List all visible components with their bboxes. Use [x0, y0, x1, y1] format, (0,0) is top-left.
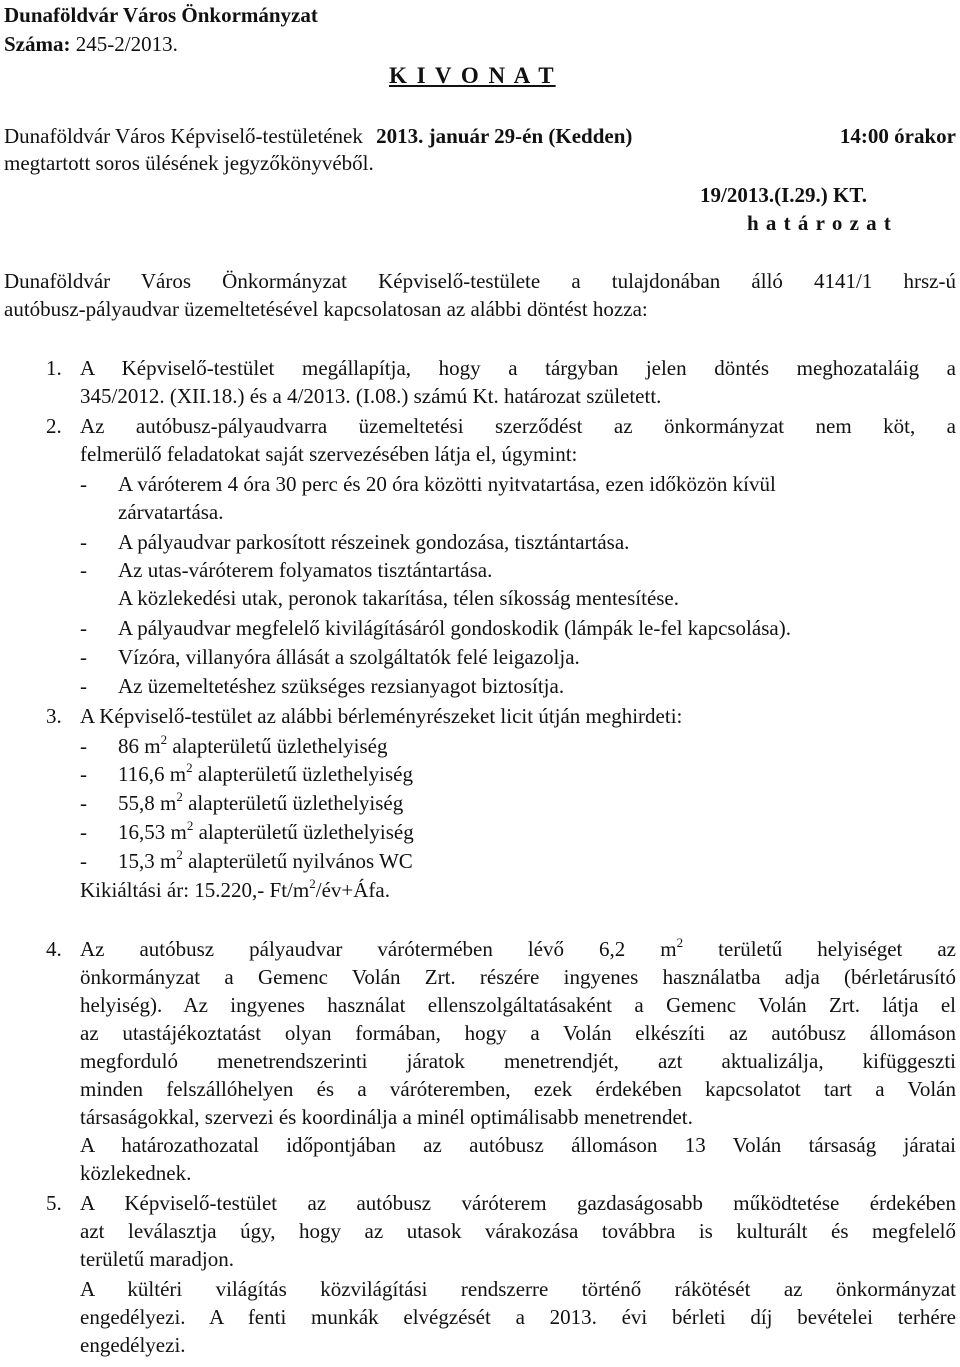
item-5-line-2: azt leválasztja úgy, hogy az utasok várakozása továbbra is kulturált és megfelelő [80, 1219, 956, 1243]
unit-description: alapterületű üzlethelyiség [182, 791, 404, 815]
resolution-number: 19/2013.(I.29.) KT. [700, 183, 868, 207]
intro-line-1 [4, 124, 956, 149]
unit-exponent: 2 [176, 789, 183, 804]
item-4-line-8: A határozathozatal időpontjában az autóbusz állomáson 13 Volán társaság járatai [80, 1133, 956, 1157]
item-4-number: 4. [46, 937, 62, 961]
item-5-line-5: engedélyezi. A fenti munkák elvégzését a 2013. évi bérleti díj bevételei terhére [80, 1305, 956, 1329]
unit-exponent: 2 [186, 760, 193, 775]
bullet-dash: - [80, 472, 87, 496]
item-4-line-4: az utastájékoztatást olyan formában, hogy a Volán elkészíti az autóbusz állomáson [80, 1021, 956, 1045]
starting-price [80, 878, 390, 903]
item-2-bullet-3: Az utas-váróterem folyamatos tisztántartása. [118, 558, 493, 582]
bullet-dash: - [80, 616, 87, 640]
item-4-line-1 [80, 937, 956, 962]
bullet-dash: - [80, 791, 87, 815]
document-title: K I V O N A T [389, 63, 556, 88]
item-3-number: 3. [46, 704, 62, 728]
item-1-line-1: A Képviselő-testület megállapítja, hogy a tárgyban jelen döntés meghozataláig a [80, 356, 956, 380]
document-number [4, 32, 178, 57]
item-2-bullet-4: A közlekedési utak, peronok takarítása, télen síkosság mentesítése. [118, 586, 680, 610]
item-5-line-3: területű maradjon. [80, 1247, 234, 1271]
bullet-dash: - [80, 645, 87, 669]
unit-area: 86 m [118, 734, 161, 758]
meeting-date: 2013. január 29-én (Kedden) [376, 124, 633, 148]
item-4-line-7: társaságokkal, szervezi és koordinálja a minél optimálisabb menetrendet. [80, 1105, 693, 1129]
item-5-line-4: A kültéri világítás közvilágítási rendszerre történő rákötését az önkormányzat [80, 1277, 956, 1301]
intro-body-name: Dunaföldvár Város Képviselő-testületének [4, 124, 363, 148]
unit-description: alapterületű üzlethelyiség [192, 762, 413, 786]
organization-name: Dunaföldvár Város Önkormányzat [4, 3, 318, 27]
document-number-label: Száma: [4, 32, 71, 56]
item-4-line-3: helyiség). Az ingyenes használat ellenszolgáltatásaként a Gemenc Volán Zrt. látja el [80, 993, 956, 1017]
item-4-line-9: közlekednek. [80, 1161, 192, 1185]
item-1-number: 1. [46, 356, 62, 380]
item-2-number: 2. [46, 414, 62, 438]
bullet-dash: - [80, 849, 87, 873]
rental-unit [118, 762, 413, 787]
item-5-line-6: engedélyezi. [80, 1333, 186, 1357]
item-4-text-a: Az autóbusz pályaudvar várótermében lévő 6,2 m [80, 937, 677, 961]
item-2-bullet-7: Az üzemeltetéshez szükséges rezsianyagot biztosítja. [118, 674, 565, 698]
item-2-bullet-2: A pályaudvar parkosított részeinek gondozása, tisztántartása. [118, 530, 630, 554]
unit-description: alapterületű üzlethelyiség [193, 820, 414, 844]
rental-unit [118, 734, 388, 759]
item-5-number: 5. [46, 1191, 62, 1215]
price-exponent: 2 [309, 876, 316, 891]
item-1-line-2: 345/2012. (XII.18.) és a 4/2013. (I.08.) számú Kt. határozat született. [80, 384, 662, 408]
bullet-dash: - [80, 558, 87, 582]
resolution-label: h a t á r o z a t [747, 211, 892, 235]
unit-description: alapterületű nyilvános WC [182, 849, 413, 873]
item-4-exponent: 2 [676, 935, 684, 950]
unit-area: 16,53 m [118, 820, 187, 844]
meeting-time: 14:00 órakor [839, 124, 956, 148]
item-4-text-b: területű helyiséget az [683, 937, 957, 961]
price-unit: /év+Áfa. [315, 878, 390, 902]
item-2-bullet-5: A pályaudvar megfelelő kivilágításáról gondoskodik (lámpák le-fel kapcsolása). [118, 616, 791, 640]
unit-description: alapterületű üzlethelyiség [167, 734, 388, 758]
item-5-line-1: A Képviselő-testület az autóbusz váróterem gazdaságosabb működtetése érdekében [80, 1191, 956, 1215]
bullet-dash: - [80, 530, 87, 554]
item-2-line-1: Az autóbusz-pályaudvarra üzemeltetési szerződést az önkormányzat nem köt, a [80, 414, 956, 438]
bullet-dash: - [80, 820, 87, 844]
unit-area: 55,8 m [118, 791, 177, 815]
bullet-dash: - [80, 734, 87, 758]
item-3-line: A Képviselő-testület az alábbi bérleményrészeket licit útján meghirdeti: [80, 704, 683, 728]
unit-area: 116,6 m [118, 762, 187, 786]
unit-exponent: 2 [186, 818, 194, 833]
intro-line-2: megtartott soros ülésének jegyzőkönyvéből. [4, 151, 374, 175]
preamble-line-2: autóbusz-pályaudvar üzemeltetésével kapcsolatosan az alábbi döntést hozza: [4, 297, 648, 321]
price-text: Kikiáltási ár: 15.220,- Ft/m [80, 878, 310, 902]
item-2-bullet-1: A váróterem 4 óra 30 perc és 20 óra közötti nyitvatartása, ezen időközön kívül [118, 472, 776, 496]
preamble-line-1: Dunaföldvár Város Önkormányzat Képviselő-testülete a tulajdonában álló 4141/1 hrsz-ú [4, 269, 956, 293]
rental-unit [118, 820, 414, 845]
item-2-bullet-6: Vízóra, villanyóra állását a szolgáltatók felé leigazolja. [118, 645, 580, 669]
item-4-line-5: megforduló menetrendszerinti járatok menetrendjét, azt aktualizálja, kifüggeszti [80, 1049, 956, 1073]
unit-exponent: 2 [176, 847, 183, 862]
item-2-bullet-1-cont: zárvatartása. [118, 500, 224, 524]
rental-unit [118, 791, 403, 816]
item-4-line-2: önkormányzat a Gemenc Volán Zrt. részére ingyenes használatba adja (bérletárusító [80, 965, 956, 989]
bullet-dash: - [80, 674, 87, 698]
item-2-line-2: felmerülő feladatokat saját szervezésében látja el, úgymint: [80, 442, 578, 466]
unit-area: 15,3 m [118, 849, 177, 873]
document-number-value: 245-2/2013. [75, 32, 178, 56]
item-4-line-6: minden felszállóhelyen és a váróteremben, ezek érdekében kapcsolatot tart a Volán [80, 1077, 956, 1101]
rental-unit [118, 849, 413, 874]
bullet-dash: - [80, 762, 87, 786]
unit-exponent: 2 [160, 732, 168, 747]
